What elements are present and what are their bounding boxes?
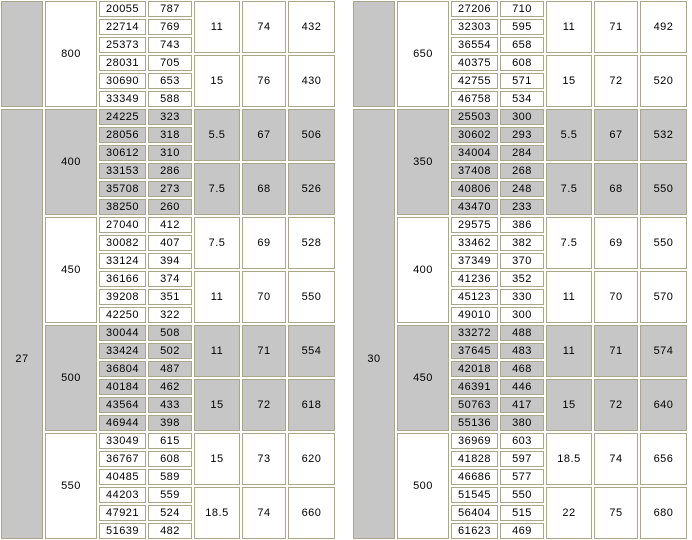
value-a-cell: 40375 <box>451 55 498 71</box>
value-a-cell: 32303 <box>451 19 498 35</box>
value-b-cell: 588 <box>148 91 192 107</box>
block-power-cell: 7.5 <box>194 163 240 215</box>
value-b-cell: 380 <box>500 415 544 431</box>
block-eff-cell: 72 <box>242 379 286 431</box>
value-b-cell: 394 <box>148 253 192 269</box>
value-b-cell: 260 <box>148 199 192 215</box>
spec-table-right <box>351 0 689 540</box>
section-spacer-cell <box>1 1 43 107</box>
block-eff-cell: 71 <box>594 1 638 53</box>
value-b-cell: 488 <box>500 325 544 341</box>
group-label-cell: 450 <box>397 325 449 431</box>
block-value-cell: 430 <box>288 55 335 107</box>
value-b-cell: 608 <box>500 55 544 71</box>
section-label-cell: 30 <box>353 109 395 539</box>
value-a-cell: 27206 <box>451 1 498 17</box>
block-value-cell: 640 <box>640 379 687 431</box>
value-a-cell: 30602 <box>451 127 498 143</box>
value-a-cell: 36804 <box>99 361 146 377</box>
value-a-cell: 46686 <box>451 469 498 485</box>
block-power-cell: 22 <box>546 487 592 539</box>
block-value-cell: 526 <box>288 163 335 215</box>
value-b-cell: 310 <box>148 145 192 161</box>
value-b-cell: 407 <box>148 235 192 251</box>
value-b-cell: 318 <box>148 127 192 143</box>
table-row <box>1 109 335 125</box>
value-b-cell: 769 <box>148 19 192 35</box>
value-b-cell: 502 <box>148 343 192 359</box>
table-row <box>1 433 335 449</box>
block-value-cell: 492 <box>640 1 687 53</box>
value-a-cell: 29575 <box>451 217 498 233</box>
value-b-cell: 300 <box>500 109 544 125</box>
value-b-cell: 468 <box>500 361 544 377</box>
section-spacer-cell <box>353 1 395 107</box>
group-label-cell: 800 <box>45 1 97 107</box>
value-b-cell: 351 <box>148 289 192 305</box>
block-value-cell: 432 <box>288 1 335 53</box>
block-power-cell: 7.5 <box>546 217 592 269</box>
value-a-cell: 25373 <box>99 37 146 53</box>
block-power-cell: 15 <box>194 379 240 431</box>
value-a-cell: 42018 <box>451 361 498 377</box>
group-label-cell: 500 <box>397 433 449 539</box>
value-a-cell: 30082 <box>99 235 146 251</box>
value-b-cell: 286 <box>148 163 192 179</box>
value-b-cell: 571 <box>500 73 544 89</box>
value-b-cell: 469 <box>500 523 544 539</box>
block-value-cell: 550 <box>288 271 335 323</box>
block-eff-cell: 68 <box>242 163 286 215</box>
value-a-cell: 46758 <box>451 91 498 107</box>
value-b-cell: 524 <box>148 505 192 521</box>
value-a-cell: 38250 <box>99 199 146 215</box>
block-value-cell: 620 <box>288 433 335 485</box>
block-power-cell: 15 <box>546 379 592 431</box>
table-row <box>1 1 335 17</box>
table-row <box>353 1 687 17</box>
value-b-cell: 398 <box>148 415 192 431</box>
block-power-cell: 11 <box>546 1 592 53</box>
block-eff-cell: 70 <box>594 271 638 323</box>
block-eff-cell: 67 <box>594 109 638 161</box>
value-b-cell: 268 <box>500 163 544 179</box>
value-a-cell: 49010 <box>451 307 498 323</box>
value-a-cell: 25503 <box>451 109 498 125</box>
block-eff-cell: 69 <box>594 217 638 269</box>
group-label-cell: 400 <box>397 217 449 323</box>
value-b-cell: 615 <box>148 433 192 449</box>
value-a-cell: 44203 <box>99 487 146 503</box>
block-eff-cell: 76 <box>242 55 286 107</box>
value-b-cell: 589 <box>148 469 192 485</box>
table-row <box>1 217 335 233</box>
block-power-cell: 11 <box>194 1 240 53</box>
value-a-cell: 50763 <box>451 397 498 413</box>
block-power-cell: 11 <box>194 271 240 323</box>
value-b-cell: 743 <box>148 37 192 53</box>
value-a-cell: 33049 <box>99 433 146 449</box>
value-b-cell: 658 <box>500 37 544 53</box>
value-a-cell: 28031 <box>99 55 146 71</box>
value-b-cell: 534 <box>500 91 544 107</box>
group-label-cell: 350 <box>397 109 449 215</box>
group-label-cell: 400 <box>45 109 97 215</box>
block-eff-cell: 74 <box>242 1 286 53</box>
block-value-cell: 506 <box>288 109 335 161</box>
value-a-cell: 33462 <box>451 235 498 251</box>
value-b-cell: 300 <box>500 307 544 323</box>
block-power-cell: 5.5 <box>194 109 240 161</box>
value-a-cell: 28056 <box>99 127 146 143</box>
value-a-cell: 33424 <box>99 343 146 359</box>
value-a-cell: 56404 <box>451 505 498 521</box>
value-a-cell: 27040 <box>99 217 146 233</box>
value-b-cell: 705 <box>148 55 192 71</box>
value-b-cell: 603 <box>500 433 544 449</box>
value-b-cell: 483 <box>500 343 544 359</box>
block-power-cell: 15 <box>194 55 240 107</box>
value-a-cell: 40485 <box>99 469 146 485</box>
block-eff-cell: 75 <box>594 487 638 539</box>
block-eff-cell: 68 <box>594 163 638 215</box>
value-b-cell: 273 <box>148 181 192 197</box>
value-a-cell: 36166 <box>99 271 146 287</box>
value-a-cell: 42250 <box>99 307 146 323</box>
block-eff-cell: 73 <box>242 433 286 485</box>
value-b-cell: 412 <box>148 217 192 233</box>
block-eff-cell: 72 <box>594 379 638 431</box>
block-value-cell: 554 <box>288 325 335 377</box>
block-power-cell: 15 <box>546 55 592 107</box>
value-b-cell: 787 <box>148 1 192 17</box>
block-power-cell: 18.5 <box>194 487 240 539</box>
value-a-cell: 55136 <box>451 415 498 431</box>
block-value-cell: 550 <box>640 217 687 269</box>
value-a-cell: 37349 <box>451 253 498 269</box>
value-a-cell: 30044 <box>99 325 146 341</box>
value-b-cell: 515 <box>500 505 544 521</box>
value-a-cell: 34004 <box>451 145 498 161</box>
value-a-cell: 41236 <box>451 271 498 287</box>
value-a-cell: 47921 <box>99 505 146 521</box>
block-value-cell: 656 <box>640 433 687 485</box>
block-power-cell: 11 <box>546 325 592 377</box>
value-b-cell: 577 <box>500 469 544 485</box>
value-a-cell: 39208 <box>99 289 146 305</box>
value-b-cell: 550 <box>500 487 544 503</box>
value-a-cell: 43564 <box>99 397 146 413</box>
block-eff-cell: 74 <box>242 487 286 539</box>
table-row <box>353 109 687 125</box>
block-power-cell: 5.5 <box>546 109 592 161</box>
block-value-cell: 520 <box>640 55 687 107</box>
value-a-cell: 46391 <box>451 379 498 395</box>
value-b-cell: 323 <box>148 109 192 125</box>
table-row <box>353 325 687 341</box>
group-label-cell: 550 <box>45 433 97 539</box>
table-row <box>353 217 687 233</box>
block-eff-cell: 70 <box>242 271 286 323</box>
block-value-cell: 680 <box>640 487 687 539</box>
value-a-cell: 40806 <box>451 181 498 197</box>
value-a-cell: 45123 <box>451 289 498 305</box>
block-eff-cell: 67 <box>242 109 286 161</box>
value-b-cell: 482 <box>148 523 192 539</box>
value-b-cell: 417 <box>500 397 544 413</box>
block-power-cell: 11 <box>194 325 240 377</box>
value-b-cell: 433 <box>148 397 192 413</box>
value-a-cell: 36554 <box>451 37 498 53</box>
value-b-cell: 322 <box>148 307 192 323</box>
value-a-cell: 41828 <box>451 451 498 467</box>
block-eff-cell: 69 <box>242 217 286 269</box>
block-eff-cell: 72 <box>594 55 638 107</box>
block-value-cell: 528 <box>288 217 335 269</box>
block-power-cell: 11 <box>546 271 592 323</box>
value-a-cell: 36767 <box>99 451 146 467</box>
value-b-cell: 370 <box>500 253 544 269</box>
value-a-cell: 33349 <box>99 91 146 107</box>
value-a-cell: 51545 <box>451 487 498 503</box>
block-value-cell: 550 <box>640 163 687 215</box>
value-a-cell: 51639 <box>99 523 146 539</box>
value-a-cell: 36969 <box>451 433 498 449</box>
value-a-cell: 33124 <box>99 253 146 269</box>
block-power-cell: 7.5 <box>546 163 592 215</box>
value-b-cell: 595 <box>500 19 544 35</box>
value-b-cell: 284 <box>500 145 544 161</box>
group-label-cell: 500 <box>45 325 97 431</box>
value-a-cell: 33153 <box>99 163 146 179</box>
block-value-cell: 532 <box>640 109 687 161</box>
block-value-cell: 618 <box>288 379 335 431</box>
block-power-cell: 18.5 <box>546 433 592 485</box>
value-a-cell: 22714 <box>99 19 146 35</box>
block-value-cell: 570 <box>640 271 687 323</box>
value-a-cell: 46944 <box>99 415 146 431</box>
value-b-cell: 446 <box>500 379 544 395</box>
value-b-cell: 559 <box>148 487 192 503</box>
value-a-cell: 24225 <box>99 109 146 125</box>
value-b-cell: 248 <box>500 181 544 197</box>
value-a-cell: 43470 <box>451 199 498 215</box>
value-b-cell: 653 <box>148 73 192 89</box>
table-row <box>1 325 335 341</box>
group-label-cell: 450 <box>45 217 97 323</box>
value-b-cell: 508 <box>148 325 192 341</box>
value-a-cell: 30690 <box>99 73 146 89</box>
value-b-cell: 233 <box>500 199 544 215</box>
value-a-cell: 61623 <box>451 523 498 539</box>
value-a-cell: 30612 <box>99 145 146 161</box>
value-a-cell: 37408 <box>451 163 498 179</box>
value-b-cell: 710 <box>500 1 544 17</box>
value-b-cell: 487 <box>148 361 192 377</box>
value-b-cell: 382 <box>500 235 544 251</box>
block-power-cell: 15 <box>194 433 240 485</box>
block-eff-cell: 71 <box>242 325 286 377</box>
value-b-cell: 597 <box>500 451 544 467</box>
block-value-cell: 660 <box>288 487 335 539</box>
value-b-cell: 386 <box>500 217 544 233</box>
value-b-cell: 462 <box>148 379 192 395</box>
value-b-cell: 293 <box>500 127 544 143</box>
value-a-cell: 35708 <box>99 181 146 197</box>
block-value-cell: 574 <box>640 325 687 377</box>
value-a-cell: 37645 <box>451 343 498 359</box>
value-b-cell: 330 <box>500 289 544 305</box>
value-b-cell: 608 <box>148 451 192 467</box>
group-label-cell: 650 <box>397 1 449 107</box>
value-a-cell: 33272 <box>451 325 498 341</box>
section-label-cell: 27 <box>1 109 43 539</box>
block-eff-cell: 71 <box>594 325 638 377</box>
value-a-cell: 40184 <box>99 379 146 395</box>
block-eff-cell: 74 <box>594 433 638 485</box>
value-b-cell: 374 <box>148 271 192 287</box>
table-row <box>353 433 687 449</box>
value-b-cell: 352 <box>500 271 544 287</box>
value-a-cell: 20055 <box>99 1 146 17</box>
block-power-cell: 7.5 <box>194 217 240 269</box>
spec-table-left <box>0 0 337 540</box>
value-a-cell: 42755 <box>451 73 498 89</box>
